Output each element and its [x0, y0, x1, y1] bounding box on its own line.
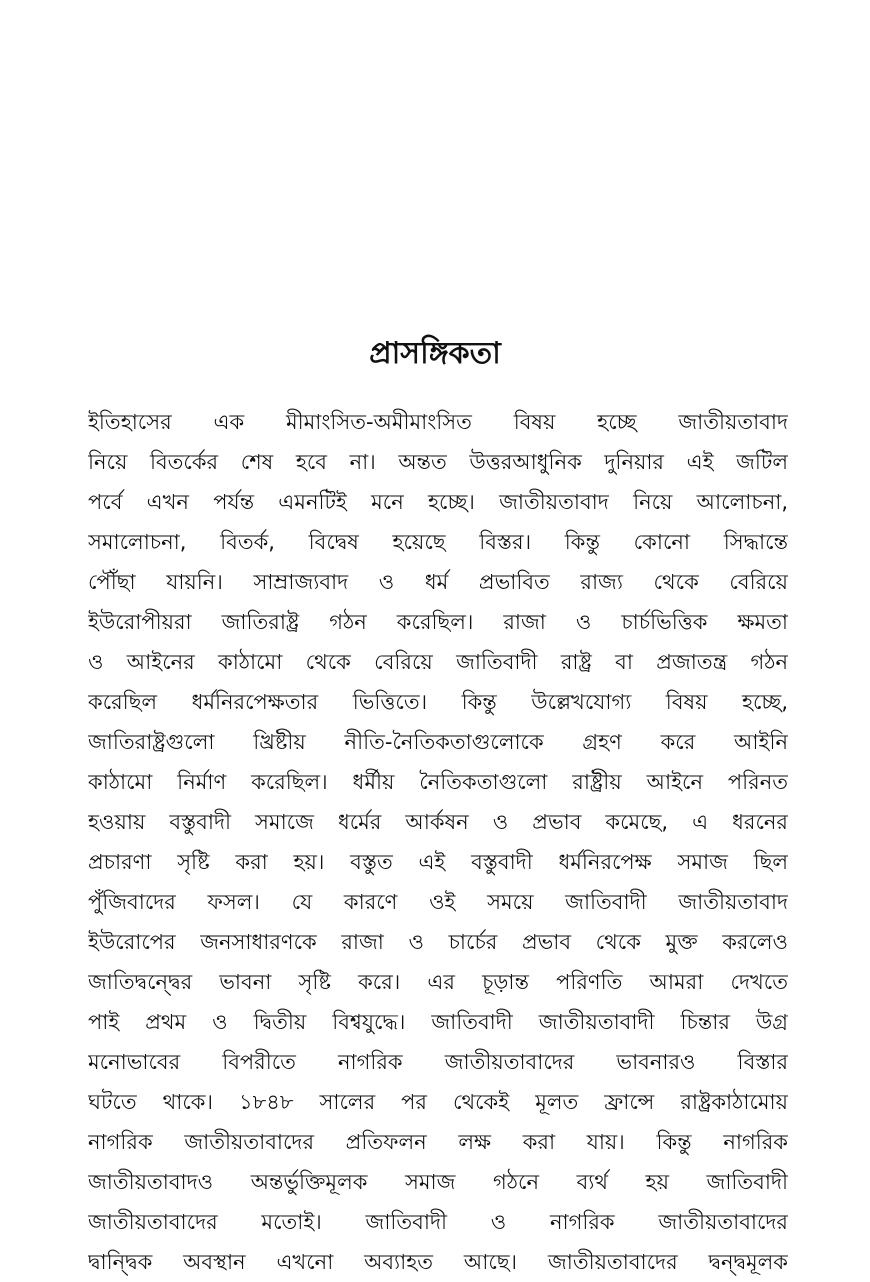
text-line: জাতিরাষ্ট্রগুলো খ্রিষ্টীয় নীতি-নৈতিকতাগুলোকে গ্রহণ করে আইনি	[88, 730, 788, 754]
text-line: পাই প্রথম ও দ্বিতীয় বিশ্বযুদ্ধে। জাতিবাদী জাতীয়তাবাদী চিন্তার উগ্র	[88, 1010, 788, 1034]
text-line: প্রচারণা সৃষ্টি করা হয়। বস্তুত এই বস্তুবাদী ধর্মনিরপেক্ষ সমাজ ছিল	[88, 850, 788, 874]
text-line: জাতীয়তাবাদের মতোই। জাতিবাদী ও নাগরিক জাতীয়তাবাদের	[88, 1210, 788, 1234]
text-line: নাগরিক জাতীয়তাবাদের প্রতিফলন লক্ষ করা যায়। কিন্তু নাগরিক	[88, 1130, 788, 1154]
text-line: পৌঁছা যায়নি। সাম্রাজ্যবাদ ও ধর্ম প্রভাবিত রাজ্য থেকে বেরিয়ে	[88, 570, 788, 594]
text-line: কাঠামো নির্মাণ করেছিল। ধর্মীয় নৈতিকতাগুলো রাষ্ট্রীয় আইনে পরিনত	[88, 770, 788, 794]
text-line: ইউরোপীয়রা জাতিরাষ্ট্র গঠন করেছিল। রাজা ও চার্চভিত্তিক ক্ষমতা	[88, 610, 788, 634]
text-line: মনোভাবের বিপরীতে নাগরিক জাতীয়তাবাদের ভাবনারও বিস্তার	[88, 1050, 788, 1074]
text-line: ইতিহাসের এক মীমাংসিত-অমীমাংসিত বিষয় হচ্ছে জাতীয়তাবাদ	[88, 410, 788, 434]
text-line: ও আইনের কাঠামো থেকে বেরিয়ে জাতিবাদী রাষ্ট্র বা প্রজাতন্ত্র গঠন	[88, 650, 788, 674]
text-line: করেছিল ধর্মনিরপেক্ষতার ভিত্তিতে। কিন্তু উল্লেখযোগ্য বিষয় হচ্ছে,	[88, 690, 788, 714]
text-line: দ্বান্দ্বিক অবস্থান এখনো অব্যাহত আছে। জাতীয়তাবাদের দ্বন্দ্বমূলক	[88, 1250, 788, 1274]
text-line: পর্বে এখন পর্যন্ত এমনটিই মনে হচ্ছে। জাতীয়তাবাদ নিয়ে আলোচনা,	[88, 490, 788, 514]
text-line: জাতীয়তাবাদও অন্তর্ভুক্তিমূলক সমাজ গঠনে ব্যর্থ হয় জাতিবাদী	[88, 1170, 788, 1194]
text-line: জাতিদ্বন্দ্বের ভাবনা সৃষ্টি করে। এর চূড়ান্ত পরিণতি আমরা দেখতে	[88, 970, 788, 994]
text-line: পুঁজিবাদের ফসল। যে কারণে ওই সময়ে জাতিবাদী জাতীয়তাবাদ	[88, 890, 788, 914]
text-line: হওয়ায় বস্তুবাদী সমাজে ধর্মের আর্কষন ও প্রভাব কমেছে, এ ধরনের	[88, 810, 788, 834]
text-line: সমালোচনা, বিতর্ক, বিদ্বেষ হয়েছে বিস্তর। কিন্তু কোনো সিদ্ধান্তে	[88, 530, 788, 554]
text-line: ঘটতে থাকে। ১৮৪৮ সালের পর থেকেই মূলত ফ্রান্সে রাষ্ট্রকাঠামোয়	[88, 1090, 788, 1114]
text-line: ইউরোপের জনসাধারণকে রাজা ও চার্চের প্রভাব থেকে মুক্ত করলেও	[88, 930, 788, 954]
text-line: নিয়ে বিতর্কের শেষ হবে না। অন্তত উত্তরআধুনিক দুনিয়ার এই জটিল	[88, 450, 788, 474]
chapter-title: প্রাসঙ্গিকতা	[369, 336, 501, 371]
body-paragraph	[88, 402, 788, 1282]
